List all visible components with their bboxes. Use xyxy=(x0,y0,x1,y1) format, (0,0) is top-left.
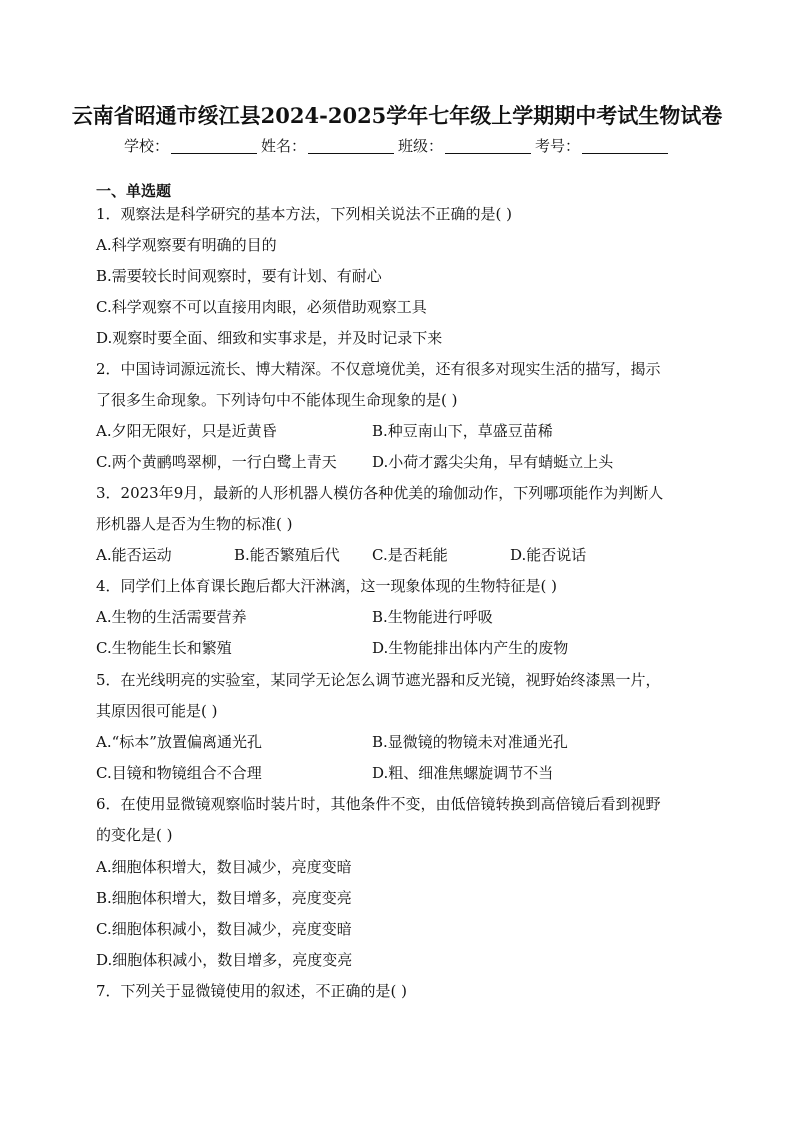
section-heading-single-choice: 一、单选题 xyxy=(96,182,172,200)
number-blank[interactable] xyxy=(582,139,668,154)
question-3-stem-line-2: 形机器人是否为生物的标准( ) xyxy=(96,515,293,533)
question-5-stem-line-2: 其原因很可能是( ) xyxy=(96,702,218,720)
question-2-option-a: A.夕阳无限好，只是近黄昏 xyxy=(96,422,277,440)
question-5-option-c: C.目镜和物镜组合不合理 xyxy=(96,764,262,782)
question-4-option-c: C.生物能生长和繁殖 xyxy=(96,639,232,657)
question-1-option-a: A.科学观察要有明确的目的 xyxy=(96,236,277,254)
question-5-stem-line-1: 5．在光线明亮的实验室，某同学无论怎么调节遮光器和反光镜，视野始终漆黑一片， xyxy=(96,671,661,689)
question-6-option-c: C.细胞体积减小，数目减少，亮度变暗 xyxy=(96,920,352,938)
school-blank[interactable] xyxy=(171,139,257,154)
question-2-option-d: D.小荷才露尖尖角，早有蜻蜓立上头 xyxy=(372,453,614,471)
question-7-stem: 7．下列关于显微镜使用的叙述，不正确的是( ) xyxy=(96,982,408,1000)
question-1-option-d: D.观察时要全面、细致和实事求是，并及时记录下来 xyxy=(96,329,443,347)
question-3-option-b: B.能否繁殖后代 xyxy=(234,546,340,564)
name-label: 姓名： xyxy=(261,137,307,155)
question-6-stem-line-2: 的变化是( ) xyxy=(96,826,173,844)
question-2-option-b: B.种豆南山下，草盛豆苗稀 xyxy=(372,422,553,440)
question-4-stem: 4．同学们上体育课长跑后都大汗淋漓，这一现象体现的生物特征是( ) xyxy=(96,577,558,595)
exam-title: 云南省昭通市绥江县2024-2025学年七年级上学期期中考试生物试卷 xyxy=(71,103,723,128)
question-4-option-a: A.生物的生活需要营养 xyxy=(96,608,247,626)
question-6-option-b: B.细胞体积增大，数目增多，亮度变亮 xyxy=(96,889,352,907)
class-label: 班级： xyxy=(398,137,444,155)
question-4-option-b: B.生物能进行呼吸 xyxy=(372,608,493,626)
question-3-option-c: C.是否耗能 xyxy=(372,546,448,564)
name-blank[interactable] xyxy=(308,139,394,154)
question-2-stem-line-1: 2．中国诗词源远流长、博大精深。不仅意境优美，还有很多对现实生活的描写，揭示 xyxy=(96,360,661,378)
question-6-option-d: D.细胞体积减小，数目增多，亮度变亮 xyxy=(96,951,353,969)
question-2-stem-line-2: 了很多生命现象。下列诗句中不能体现生命现象的是( ) xyxy=(96,391,458,409)
question-3-option-a: A.能否运动 xyxy=(96,546,172,564)
question-3-stem-line-1: 3．2023年9月，最新的人形机器人模仿各种优美的瑜伽动作，下列哪项能作为判断人 xyxy=(96,484,664,502)
question-1-option-c: C.科学观察不可以直接用肉眼，必须借助观察工具 xyxy=(96,298,427,316)
question-1-stem: 1．观察法是科学研究的基本方法，下列相关说法不正确的是( ) xyxy=(96,205,513,223)
school-label: 学校： xyxy=(124,137,170,155)
number-label: 考号： xyxy=(535,137,581,155)
student-info-row xyxy=(124,135,672,156)
question-5-option-d: D.粗、细准焦螺旋调节不当 xyxy=(372,764,554,782)
question-6-option-a: A.细胞体积增大，数目减少，亮度变暗 xyxy=(96,858,352,876)
question-5-option-b: B.显微镜的物镜未对准通光孔 xyxy=(372,733,568,751)
question-4-option-d: D.生物能排出体内产生的废物 xyxy=(372,639,569,657)
question-5-option-a: A.“标本”放置偏离通光孔 xyxy=(96,733,262,751)
question-3-option-d: D.能否说话 xyxy=(510,546,587,564)
class-blank[interactable] xyxy=(445,139,531,154)
question-1-option-b: B.需要较长时间观察时，要有计划、有耐心 xyxy=(96,267,382,285)
question-6-stem-line-1: 6．在使用显微镜观察临时装片时，其他条件不变，由低倍镜转换到高倍镜后看到视野 xyxy=(96,795,661,813)
question-2-option-c: C.两个黄鹂鸣翠柳，一行白鹭上青天 xyxy=(96,453,337,471)
